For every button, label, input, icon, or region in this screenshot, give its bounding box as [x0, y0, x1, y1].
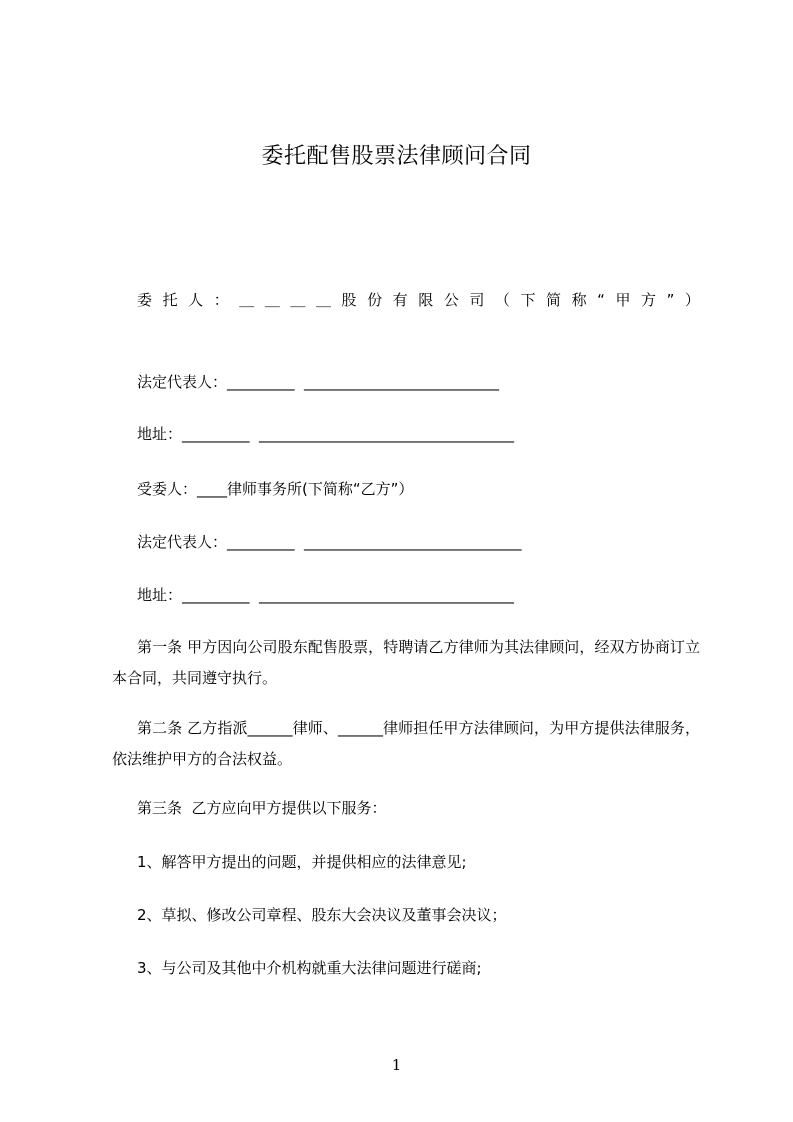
principal-char: “: [597, 291, 605, 309]
principal-char: 简: [546, 291, 562, 309]
principal-char: （: [494, 291, 510, 309]
principal-char: 公: [443, 291, 459, 309]
principal-char: 委: [137, 291, 153, 309]
agent-line: 受委人：____律师事务所(下简称“乙方”）: [137, 480, 414, 498]
article-2: 第二条 乙方指派______律师、______律师担任甲方法律顾问，为甲方提供法律服务，依法维护甲方的合法权益。: [112, 719, 700, 768]
principal-char: 人: [188, 291, 204, 309]
principal-char: ）: [684, 291, 700, 309]
principal-char: ＿: [315, 291, 331, 309]
principal-char: 下: [520, 291, 536, 309]
service-item-3: 3、与公司及其他中介机构就重大法律问题进行磋商;: [137, 959, 482, 977]
principal-char: 甲: [615, 291, 631, 309]
principal-char: 称: [571, 291, 587, 309]
principal-char: 有: [392, 291, 408, 309]
principal-char: ＿: [290, 291, 306, 309]
principal-char: 司: [469, 291, 485, 309]
article-1: 第一条 甲方因向公司股东配售股票，特聘请乙方律师为其法律顾问，经双方协商订立本合同，共同遵守执行。: [112, 638, 700, 687]
principal-char: 股: [341, 291, 357, 309]
principal-legal-representative: 法定代表人：_________ __________________________: [137, 373, 500, 391]
agent-address: 地址：_________ __________________________________: [137, 586, 515, 604]
principal-char: 限: [418, 291, 434, 309]
principal-char: 方: [641, 291, 657, 309]
document-title: 委托配售股票法律顾问合同: [261, 144, 532, 169]
principal-char: ：: [213, 291, 229, 309]
principal-char: 托: [162, 291, 178, 309]
agent-legal-representative: 法定代表人：_________ _____________________________: [137, 533, 522, 551]
principal-address: 地址：_________ __________________________________: [137, 425, 515, 443]
page-number: 1: [391, 1056, 402, 1074]
principal-char: ＿: [239, 291, 255, 309]
service-item-2: 2、草拟、修改公司章程、股东大会决议及董事会决议；: [137, 906, 507, 924]
principal-line: [137, 290, 700, 310]
article-3: 第三条 乙方应向甲方提供以下服务：: [137, 799, 387, 817]
principal-char: 份: [367, 291, 383, 309]
service-item-1: 1、解答甲方提出的问题，并提供相应的法律意见;: [137, 853, 467, 871]
principal-char: ＿: [264, 291, 280, 309]
principal-char: ”: [666, 291, 675, 309]
